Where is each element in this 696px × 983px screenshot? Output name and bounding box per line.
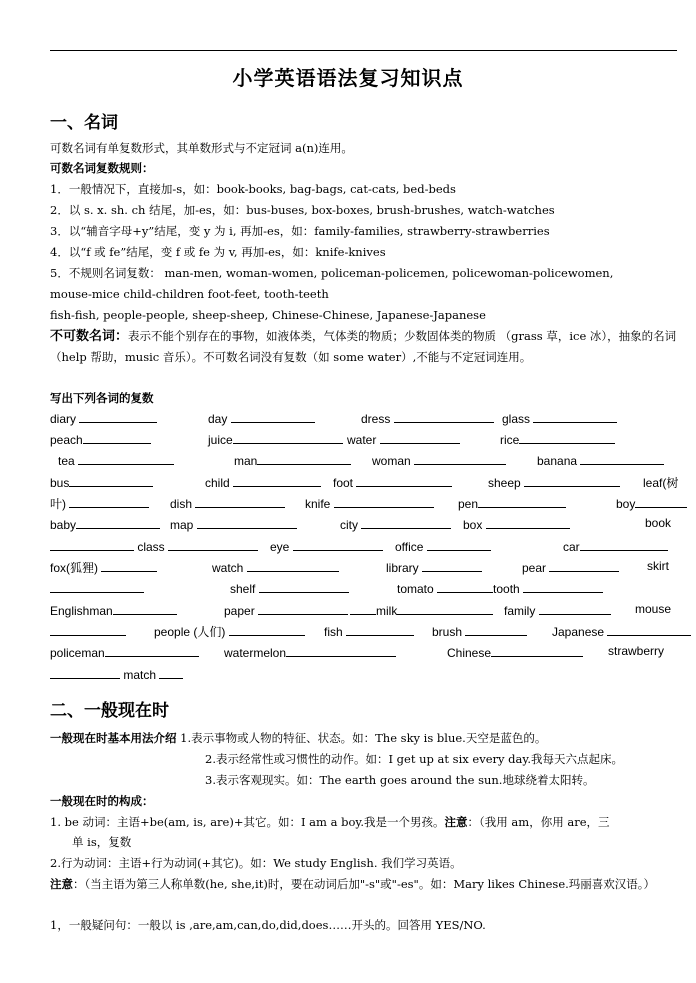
exercise-row [50, 559, 696, 579]
exercise-row [50, 623, 696, 643]
answer-blank[interactable] [50, 580, 144, 593]
answer-blank[interactable] [258, 602, 348, 615]
exercise-word: library [386, 561, 419, 575]
answer-blank[interactable] [195, 495, 285, 508]
exercise-row [50, 580, 696, 600]
answer-blank[interactable] [286, 644, 396, 657]
usage-item: 2.表示经常性或习惯性的动作。如：I get up at six every day.我每天六点起床。 [205, 752, 623, 766]
exercise-word: skirt [647, 559, 669, 573]
rule-5-cont-2: fish-fish, people-people, sheep-sheep, Chinese-Chinese, Japanese-Japanese [50, 308, 486, 322]
exercise-row [50, 474, 696, 494]
answer-blank[interactable] [361, 516, 451, 529]
answer-blank[interactable] [257, 452, 351, 465]
exercise-word: car [563, 540, 580, 554]
question-line: 1，一般疑问句：一般以 is ,are,am,can,do,did,does……开头的。回答用 YES/NO. [50, 918, 486, 932]
usage-item: 1.表示事物或人物的特征、状态。如：The sky is blue.天空是蓝色的。 [180, 731, 547, 745]
answer-blank[interactable] [78, 452, 174, 465]
rule-3: 3．以“辅音字母+y”结尾，变 y 为 i, 再加-es，如：family-families, strawberry-strawberries [50, 224, 550, 238]
exercise-word: baby [50, 518, 77, 532]
answer-blank[interactable] [580, 452, 664, 465]
exercise-word: glass [502, 412, 531, 426]
noun-intro: 可数名词有单复数形式，其单数形式与不定冠词 a(n)连用。 [50, 141, 353, 155]
exercise-word: peach [50, 433, 83, 447]
answer-blank[interactable] [334, 495, 434, 508]
exercise-word: box [463, 518, 483, 532]
exercise-word: woman [372, 454, 411, 468]
action-verb-line: 2.行为动词：主语+行为动词(+其它)。如：We study English. 我们学习英语。 [50, 856, 462, 870]
exercise-word: Japanese [552, 625, 605, 639]
exercise-heading: 写出下列各词的复数 [50, 391, 154, 405]
exercise-row [50, 644, 696, 664]
answer-blank[interactable] [607, 623, 691, 636]
answer-blank[interactable] [79, 410, 157, 423]
structure-heading: 一般现在时的构成： [50, 794, 154, 808]
exercise-word: dish [170, 497, 193, 511]
answer-blank[interactable] [394, 410, 494, 423]
exercise-word: class [137, 540, 165, 554]
rules-heading: 可数名词复数规则： [50, 161, 154, 175]
answer-blank[interactable] [397, 602, 493, 615]
exercise-word: office [395, 540, 424, 554]
exercise-word: leaf(树 [643, 476, 679, 490]
answer-blank[interactable] [465, 623, 527, 636]
answer-blank[interactable] [50, 623, 126, 636]
exercise-word: paper [224, 604, 255, 618]
answer-blank[interactable] [168, 538, 258, 551]
exercise-word: boy [616, 497, 636, 511]
be-verb-line-cont: 单 is，复数 [72, 835, 132, 849]
exercise-row [50, 431, 696, 451]
exercise-word: fox(狐狸) [50, 561, 99, 575]
answer-blank[interactable] [233, 474, 321, 487]
answer-blank[interactable] [478, 495, 566, 508]
exercise-word: banana [537, 454, 578, 468]
exercise-word: pear [522, 561, 547, 575]
answer-blank[interactable] [427, 538, 491, 551]
exercise-word: Englishman [50, 604, 113, 618]
exercise-word: family [504, 604, 536, 618]
exercise-word: brush [432, 625, 463, 639]
answer-blank[interactable] [69, 474, 153, 487]
answer-blank[interactable] [524, 474, 620, 487]
answer-blank[interactable] [76, 516, 160, 529]
usage-line-1 [50, 728, 690, 748]
uncountable-paragraph [50, 326, 680, 367]
answer-blank[interactable] [380, 431, 460, 444]
exercise-row [50, 495, 696, 515]
exercise-row [50, 452, 696, 472]
exercise-word: milk [376, 604, 398, 618]
answer-blank[interactable] [101, 559, 157, 572]
answer-blank[interactable] [519, 431, 615, 444]
answer-blank[interactable] [533, 410, 617, 423]
be-note-text: ：（我用 am，你用 are，三 [467, 815, 610, 829]
exercise-word: man [234, 454, 258, 468]
exercise-word: people (人们) [154, 625, 226, 639]
answer-blank[interactable] [350, 602, 376, 615]
answer-blank[interactable] [233, 431, 343, 444]
answer-blank[interactable] [580, 538, 668, 551]
answer-blank[interactable] [83, 431, 151, 444]
exercise-word: book [645, 516, 672, 530]
exercise-word: watermelon [224, 646, 287, 660]
answer-blank[interactable] [231, 410, 315, 423]
answer-blank[interactable] [229, 623, 305, 636]
answer-blank[interactable] [69, 495, 149, 508]
exercise-word: tomato [397, 582, 434, 596]
exercise-word: watch [212, 561, 244, 575]
usage-label: 一般现在时基本用法介绍 [50, 731, 177, 745]
be-note-label: 注意 [444, 815, 468, 829]
answer-blank[interactable] [486, 516, 570, 529]
exercise-word: city [340, 518, 358, 532]
page-title: 小学英语语法复习知识点 [232, 66, 464, 90]
exercise-word: strawberry [608, 644, 665, 658]
answer-blank[interactable] [437, 580, 493, 593]
exercise-word: Chinese [447, 646, 492, 660]
exercise-word: map [170, 518, 194, 532]
answer-blank[interactable] [422, 559, 482, 572]
exercise-word: sheep [488, 476, 521, 490]
exercise-row [50, 410, 696, 430]
answer-blank[interactable] [635, 495, 687, 508]
rule-5-cont: mouse-mice child-children foot-feet, tooth-teeth [50, 287, 329, 301]
exercise-word: policeman [50, 646, 105, 660]
exercise-word: child [205, 476, 230, 490]
be-verb-text: 1. be 动词：主语+be(am, is, are)+其它。如：I am a boy.我是一个男孩。 [50, 815, 445, 829]
exercise-row [50, 538, 696, 558]
exercise-word: eye [270, 540, 290, 554]
answer-blank[interactable] [50, 666, 120, 679]
uncountable-text: 表示不能个别存在的事物，如液体类，气体类的物质；少数固体类的物质 （grass 草，ice 冰），抽象的名词（help 帮助，music 音乐）。不可数名词没有复数（如 some water）,不能与不定冠词连用。 [50, 329, 677, 364]
answer-blank[interactable] [50, 538, 134, 551]
uncountable-label: 不可数名词： [50, 329, 129, 344]
exercise-word: dress [361, 412, 391, 426]
exercise-word: match [123, 668, 157, 682]
be-verb-line [50, 812, 690, 832]
usage-item: 3.表示客观现实。如：The earth goes around the sun.地球绕着太阳转。 [205, 773, 595, 787]
answer-blank[interactable] [105, 644, 199, 657]
exercise-word: bus [50, 476, 70, 490]
exercise-word: day [208, 412, 228, 426]
rule-5: 5．不规则名词复数： man-men, woman-women, policeman-policemen, policewoman-policewomen, [50, 266, 614, 280]
answer-blank[interactable] [113, 602, 177, 615]
header-rule [50, 50, 677, 51]
exercise-row [50, 516, 696, 536]
exercise-word: foot [333, 476, 354, 490]
answer-blank[interactable] [293, 538, 383, 551]
answer-blank[interactable] [539, 602, 611, 615]
note-label: 注意 [50, 877, 73, 891]
answer-blank[interactable] [491, 644, 583, 657]
section-heading-nouns: 一、名词 [50, 113, 118, 133]
exercise-word: rice [500, 433, 520, 447]
exercise-word: water [347, 433, 377, 447]
exercise-word: pen [458, 497, 479, 511]
answer-blank[interactable] [346, 623, 414, 636]
answer-blank[interactable] [197, 516, 297, 529]
section-heading-present-tense: 二、一般现在时 [50, 701, 169, 721]
exercise-word: shelf [230, 582, 256, 596]
exercise-word: diary [50, 412, 77, 426]
rule-1: 1．一般情况下，直接加-s，如：book-books, bag-bags, cat-cats, bed-beds [50, 182, 456, 196]
exercise-word: mouse [635, 602, 672, 616]
exercise-word: knife [305, 497, 331, 511]
exercise-word: juice [208, 433, 233, 447]
answer-blank[interactable] [247, 559, 339, 572]
note-text: ：（当主语为第三人称单数(he, she,it)时，要在动词后加"-s"或"-es"。如：Mary likes Chinese.玛丽喜欢汉语。） [73, 877, 656, 891]
answer-blank[interactable] [549, 559, 619, 572]
exercise-word: 叶) [50, 497, 66, 511]
answer-blank[interactable] [259, 580, 349, 593]
exercise-word: tooth [493, 582, 520, 596]
rule-2: 2．以 s. x. sh. ch 结尾，加-es，如：bus-buses, box-boxes, brush-brushes, watch-watches [50, 203, 555, 217]
exercise-row [50, 666, 696, 686]
exercise-word: tea [58, 454, 75, 468]
answer-blank[interactable] [159, 666, 183, 679]
rule-4: 4．以“f 或 fe”结尾，变 f 或 fe 为 v, 再加-es，如：knife-knives [50, 245, 386, 259]
note-paragraph [50, 874, 680, 894]
answer-blank[interactable] [414, 452, 506, 465]
exercise-row [50, 602, 696, 622]
exercise-word: fish [324, 625, 343, 639]
answer-blank[interactable] [356, 474, 452, 487]
answer-blank[interactable] [523, 580, 603, 593]
